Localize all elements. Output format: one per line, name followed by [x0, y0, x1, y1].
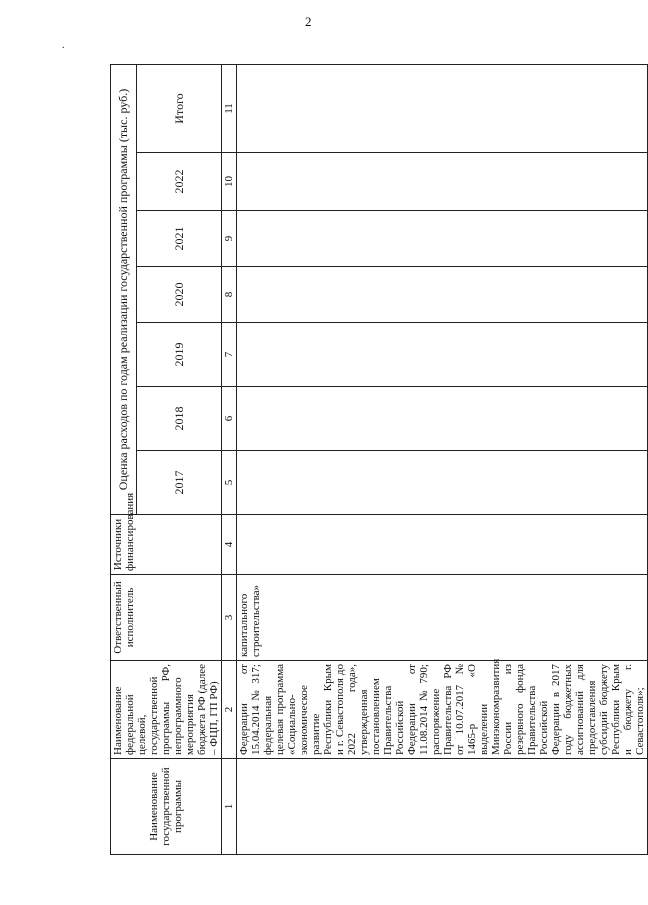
table-row — [237, 65, 648, 855]
header-year-2021: 2021 — [136, 211, 221, 267]
row-funding-source — [237, 515, 648, 575]
rotated-table-wrapper — [110, 65, 646, 855]
column-number: 7 — [222, 323, 237, 387]
column-number: 6 — [222, 387, 237, 451]
row-fcp-description: Федерации от 15.04.2014 № 317; федеральная целевая программа «Социально-экономическое развитие Республики Крым и г. Севастополя до 2022 года», утвержденная постановлением Правительства Российской Федерации от 11.08.2014 № 790; распоряжение Правительства РФ от 10.07.2017 № 1465-р «О выделении Минэкономразвития России из резервного фонда Правительства Российской Федерации в 2017 году бюджетных ассигнований для предоставления субсидий бюджету Республики Крым и бюджету г. Севастополя»; — [237, 661, 648, 759]
header-year-2020: 2020 — [136, 267, 221, 323]
column-number: 10 — [222, 153, 237, 211]
column-number: 3 — [222, 575, 237, 661]
row-cell-2020 — [237, 267, 648, 323]
header-program-name: Наименование государственной программы — [111, 759, 222, 855]
column-number: 9 — [222, 211, 237, 267]
page-mark: . — [62, 40, 65, 51]
column-numbers-row — [222, 65, 237, 855]
row-executor: капитального строительства» — [237, 575, 648, 661]
row-cell-2018 — [237, 387, 648, 451]
column-number: 5 — [222, 451, 237, 515]
column-number: 11 — [222, 65, 237, 153]
row-cell-2021 — [237, 211, 648, 267]
column-number: 2 — [222, 661, 237, 759]
column-number: 8 — [222, 267, 237, 323]
row-cell-total — [237, 65, 648, 153]
column-number: 1 — [222, 759, 237, 855]
column-number: 4 — [222, 515, 237, 575]
header-total: Итого — [136, 65, 221, 153]
header-year-2022: 2022 — [136, 153, 221, 211]
row-program-name — [237, 759, 648, 855]
row-cell-2022 — [237, 153, 648, 211]
header-funding-source: Источники финансирования — [111, 515, 222, 575]
page-number: 2 — [305, 14, 312, 29]
header-year-2018: 2018 — [136, 387, 221, 451]
header-executor: Ответственный исполнитель — [111, 575, 222, 661]
budget-table — [110, 64, 648, 855]
header-budget-estimate: Оценка расходов по годам реализации государственной программы (тыс. руб.) — [111, 65, 137, 515]
header-year-2019: 2019 — [136, 323, 221, 387]
header-year-2017: 2017 — [136, 451, 221, 515]
header-fcp-name: Наименование федеральной целевой, государственной программы РФ, непрограммного мероприятия бюджета РФ (далее – ФЦП, ГП РФ) — [111, 661, 222, 759]
row-cell-2017 — [237, 451, 648, 515]
row-cell-2019 — [237, 323, 648, 387]
